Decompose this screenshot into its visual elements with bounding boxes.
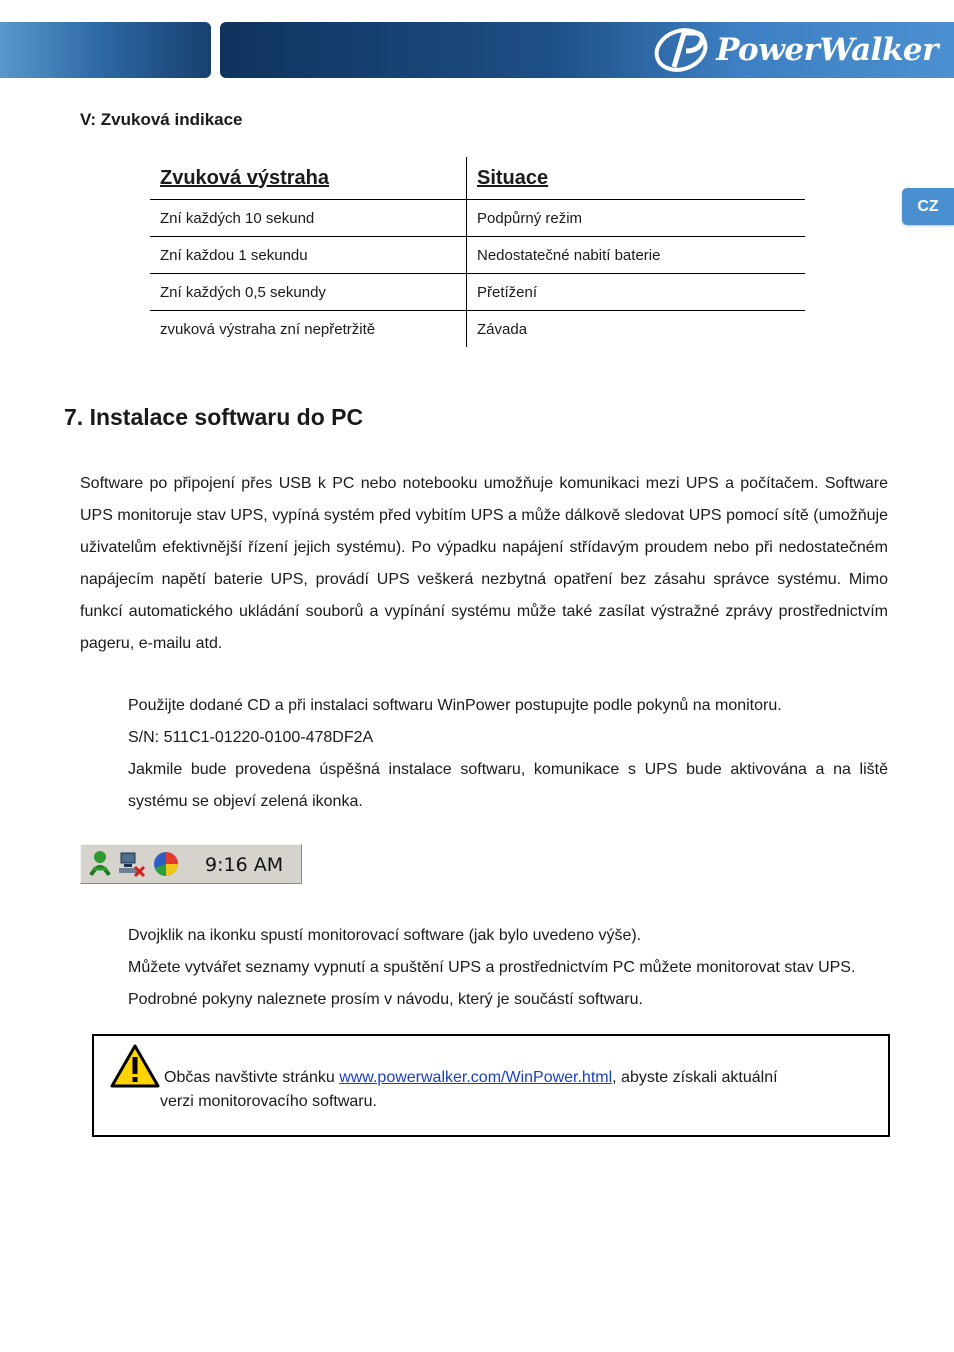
situation-cell: Závada [467,311,806,348]
alarm-cell: Zní každých 0,5 sekundy [150,274,467,311]
page-header [0,22,954,78]
situation-cell: Podpůrný režim [467,200,806,237]
usage-text-3: Podrobné pokyny naleznete prosím v návodu, který je součástí softwaru. [128,991,643,1008]
usage-text-1: Dvojklik na ikonku spustí monitorovací software (jak bylo uvedeno výše). [128,927,642,944]
table-row [150,311,805,348]
note-prefix: Občas navštivte stránku [164,1069,340,1086]
situation-cell: Nedostatečné nabití baterie [467,237,806,274]
alarm-cell: zvuková výstraha zní nepřetržitě [150,311,467,348]
note-line-1 [164,1069,778,1087]
header-bar-left [0,22,211,78]
warning-icon [110,1044,160,1088]
tray-clock: 9:16 AM [205,854,284,876]
beep-table [150,157,805,347]
table-row [150,200,805,237]
intro-paragraph: Software po připojení přes USB k PC nebo notebooku umožňuje komunikaci mezi UPS a počítačem. Software UPS monitoruje stav UPS, vypíná systém před vybitím UPS a může dálkově sledovat UPS pomocí sítě (umožňuje uživatelům efektivnější řízení jejich systému). Po výpadku napájení střídavým proudem nebo při nedostatečném napájecím napětí baterie UPS, provádí UPS veškerá nezbytná opatření bez zásahu správce systému. Mimo funkcí automatického ukládání souborů a vypínání systému může také zasílat výstražné zprávy prostřednictvím pageru, e-mailu atd. [80,475,888,652]
table-row [150,274,805,311]
column-header-situation: Situace [477,166,549,189]
alarm-cell: Zní každých 10 sekund [150,200,467,237]
color-globe-icon [151,849,181,879]
table-row [150,237,805,274]
situation-cell: Přetížení [467,274,806,311]
serial-number: S/N: 511C1-01220-0100-478DF2A [128,729,374,746]
alarm-cell: Zní každou 1 sekundu [150,237,467,274]
note-line-2: verzi monitorovacího softwaru. [160,1093,377,1110]
beep-section-heading: V: Zvuková indikace [80,110,243,129]
install-step-text: Použijte dodané CD a při instalaci softwaru WinPower postupujte podle pokynů na monitoru. [128,697,782,714]
language-tab: CZ [902,188,954,225]
logo-text: PowerWalker [716,32,938,68]
header-bar-right [220,22,954,78]
note-box [92,1034,890,1137]
column-header-alarm: Zvuková výstraha [150,157,467,200]
system-tray-image [80,844,302,884]
winpower-green-icon [87,849,113,879]
usage-text-2: Můžete vytvářet seznamy vypnutí a spuštění UPS a prostřednictvím PC můžete monitorovat stav UPS. [128,959,856,976]
powerwalker-logo [652,24,938,76]
powerwalker-logo-icon [652,27,710,73]
network-disconnected-icon [117,849,147,879]
note-suffix: , abyste získali aktuální [612,1069,778,1086]
winpower-link[interactable]: www.powerwalker.com/WinPower.html [339,1069,613,1086]
section-title: 7. Instalace softwaru do PC [64,404,364,430]
table-header-row [150,157,805,200]
after-install-text: Jakmile bude provedena úspěšná instalace softwaru, komunikace s UPS bude aktivována a na liště systému se objeví zelená ikonka. [128,761,888,810]
